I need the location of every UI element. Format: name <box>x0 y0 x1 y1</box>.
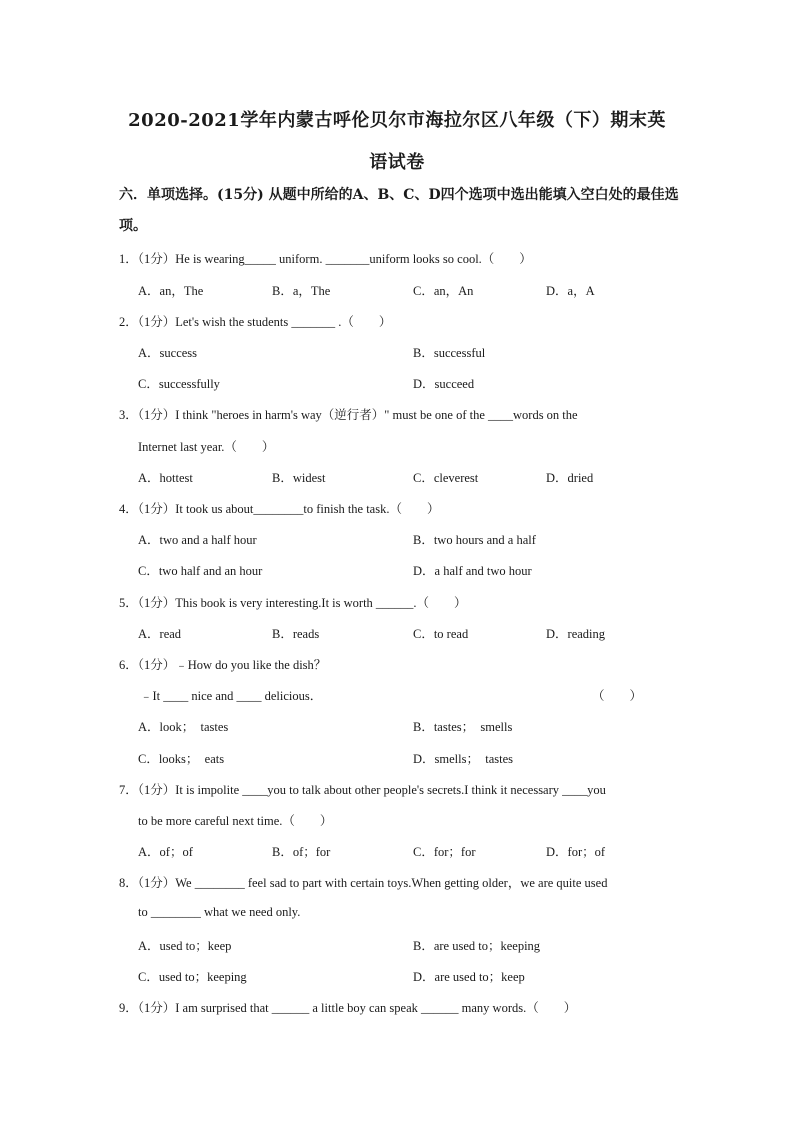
question-3-option-c[interactable]: C．cleverest <box>413 471 479 485</box>
question-8-option-c[interactable]: C．used to；keeping <box>138 970 247 984</box>
question-8-option-d[interactable]: D．are used to；keep <box>413 970 525 984</box>
question-1-option-d[interactable]: D．a，A <box>546 284 595 298</box>
question-2-option-c[interactable]: C．successfully <box>138 377 220 391</box>
question-7-stem-continued: to be more careful next time.（ ） <box>138 814 333 828</box>
question-1-option-a[interactable]: A．an，The <box>138 284 204 298</box>
question-1-option-b[interactable]: B．a，The <box>272 284 331 298</box>
question-4-option-a[interactable]: A．two and a half hour <box>138 533 257 547</box>
question-1-stem: 1．（1分）He is wearing_____ uniform. _______uniform looks so cool.（ ） <box>119 252 532 266</box>
question-5-option-b[interactable]: B．reads <box>272 627 320 641</box>
question-8-option-a[interactable]: A．used to；keep <box>138 939 232 953</box>
question-3-option-b[interactable]: B．widest <box>272 471 326 485</box>
question-8-stem-continued: to ________ what we need only. <box>138 905 301 919</box>
question-4-option-b[interactable]: B．two hours and a half <box>413 533 536 547</box>
question-3-option-a[interactable]: A．hottest <box>138 471 193 485</box>
question-9-stem: 9．（1分）I am surprised that ______ a little boy can speak ______ many words.（ ） <box>119 1001 577 1015</box>
question-6-stem-continued: ﹣It ____ nice and ____ delicious． <box>140 689 323 703</box>
question-7-option-c[interactable]: C．for；for <box>413 845 476 859</box>
question-8-option-b[interactable]: B．are used to；keeping <box>413 939 541 953</box>
question-6-option-c[interactable]: C．looks； eats <box>138 752 225 766</box>
question-7-stem: 7．（1分）It is impolite ____you to talk about other people's secrets.I think it necessary ____you <box>119 783 606 797</box>
question-5-option-d[interactable]: D．reading <box>546 627 606 641</box>
question-1-option-c[interactable]: C．an，An <box>413 284 474 298</box>
question-7-option-a[interactable]: A．of；of <box>138 845 193 859</box>
question-8-stem: 8．（1分）We ________ feel sad to part with certain toys.When getting older，we are quite used <box>119 876 608 890</box>
question-7-option-b[interactable]: B．of；for <box>272 845 331 859</box>
question-4-option-d[interactable]: D．a half and two hour <box>413 564 532 578</box>
question-4-stem: 4．（1分）It took us about________to finish the task.（ ） <box>119 502 440 516</box>
question-3-stem: 3．（1分）I think "heroes in harm's way（逆行者）" must be one of the ____words on the <box>119 408 578 422</box>
question-2-option-b[interactable]: B．successful <box>413 346 486 360</box>
question-6-option-a[interactable]: A．look； tastes <box>138 720 229 734</box>
question-6-option-b[interactable]: B．tastes； smells <box>413 720 513 734</box>
question-2-stem: 2．（1分）Let's wish the students _______ .（ ） <box>119 315 392 329</box>
page-title: 2020-2021学年内蒙古呼伦贝尔市海拉尔区八年级（下）期末英 <box>128 110 666 131</box>
question-7-option-d[interactable]: D．for；of <box>546 845 606 859</box>
page-title-continued: 语试卷 <box>369 152 425 173</box>
question-5-option-c[interactable]: C．to read <box>413 627 469 641</box>
question-2-option-d[interactable]: D．succeed <box>413 377 475 391</box>
question-2-option-a[interactable]: A．success <box>138 346 198 360</box>
question-5-option-a[interactable]: A．read <box>138 627 182 641</box>
question-3-option-d[interactable]: D．dried <box>546 471 594 485</box>
question-6-option-d[interactable]: D．smells； tastes <box>413 752 513 766</box>
question-4-option-c[interactable]: C．two half and an hour <box>138 564 263 578</box>
question-3-stem-continued: Internet last year.（ ） <box>138 440 275 454</box>
question-6-stem: 6．（1分）﹣How do you like the dish？ <box>119 658 327 672</box>
question-5-stem: 5．（1分）This book is very interesting.It is worth ______.（ ） <box>119 596 467 610</box>
section-instructions: 六．单项选择。(15分) 从题中所给的A、B、C、D四个选项中选出能填入空白处的最佳选项。 <box>119 187 679 234</box>
question-6-answer-parens: （ ） <box>592 688 643 703</box>
